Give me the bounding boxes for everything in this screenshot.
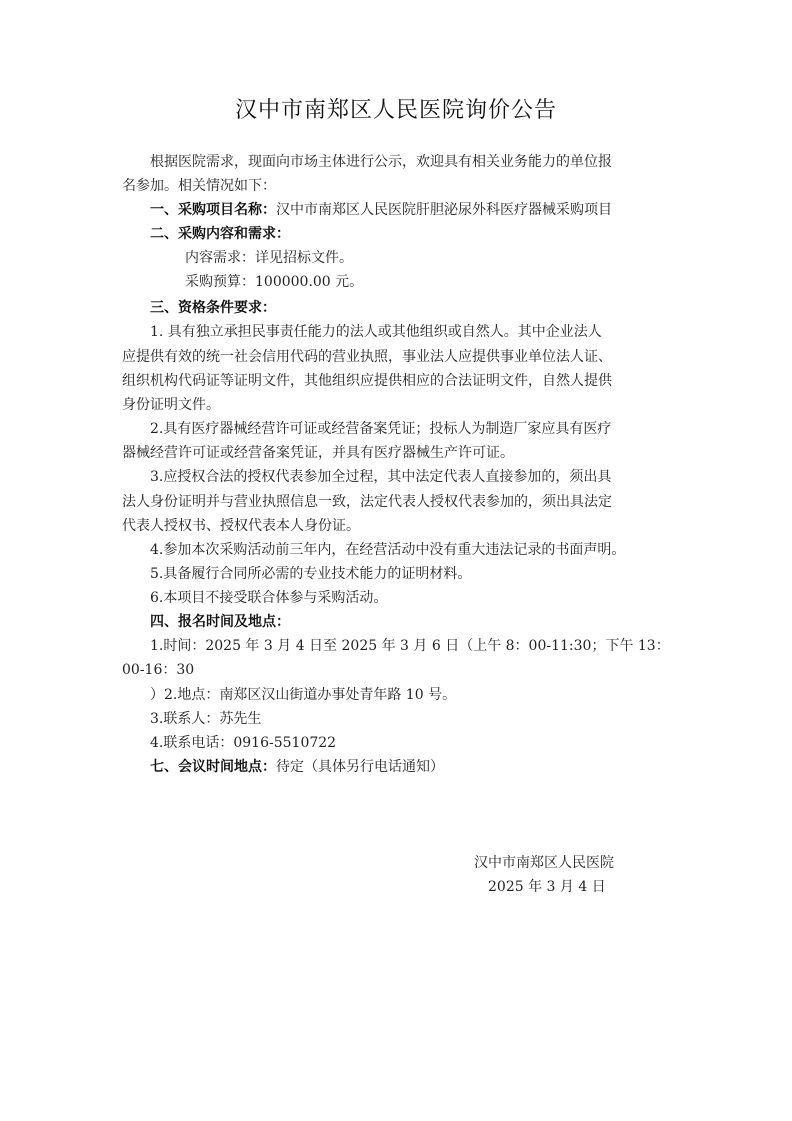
section-1 [150,200,612,220]
signature-org: 汉中市南郑区人民医院 [474,855,614,871]
section-7-text: 待定（具体另行电话通知） [276,759,444,775]
section-3-line: 1. 具有独立承担民事责任能力的法人或其他组织或自然人。其中企业法人 [150,324,602,340]
section-1-text: 汉中市南郑区人民医院肝胆泌尿外科医疗器械采购项目 [276,202,612,218]
section-2-line-1: 内容需求：详见招标文件。 [185,250,353,266]
section-4-line: 4.联系电话：0916-5510722 [150,735,337,751]
intro-line-1: 根据医院需求，现面向市场主体进行公示，欢迎具有相关业务能力的单位报 [150,154,612,170]
section-3-line: 2.具有医疗器械经营许可证或经营备案凭证；投标人为制造厂家应具有医疗 [150,421,612,437]
section-3-line: 法人身份证明并与营业执照信息一致，法定代表人授权代表参加的，须出具法定 [122,494,612,510]
section-3-line: 3.应授权合法的授权代表参加全过程，其中法定代表人直接参加的，须出具 [150,469,612,485]
section-2-line-2: 采购预算：100000.00 元。 [185,274,364,290]
section-3-line: 身份证明文件。 [122,397,220,413]
section-3-line: 代表人授权书、授权代表本人身份证。 [122,518,360,534]
section-4-line: ）2.地点：南郑区汉山街道办事处青年路 10 号。 [150,687,457,703]
page-title: 汉中市南郑区人民医院询价公告 [234,98,557,123]
section-4-heading: 四、报名时间及地点： [150,614,290,630]
signature-date: 2025 年 3 月 4 日 [488,879,606,895]
section-3-line: 组织机构代码证等证明文件，其他组织应提供相应的合法证明文件，自然人提供 [122,373,612,389]
section-3-line: 应提供有效的统一社会信用代码的营业执照，事业法人应提供事业单位法人证、 [122,349,612,365]
section-3-line: 5.具备履行合同所必需的专业技术能力的证明材料。 [150,566,472,582]
section-2-heading: 二、采购内容和需求： [150,226,290,242]
section-3-line: 4.参加本次采购活动前三年内，在经营活动中没有重大违法记录的书面声明。 [150,542,626,558]
section-1-heading: 一、采购项目名称： [150,202,276,218]
section-3-heading: 三、资格条件要求： [150,300,276,316]
section-3-line: 器械经营许可证或经营备案凭证，并具有医疗器械生产许可证。 [122,445,514,461]
section-7 [150,757,444,777]
section-4-line: 1.时间：2025 年 3 月 4 日至 2025 年 3 月 6 日（上午 8：00-11:30；下午 13： [150,638,670,654]
section-4-line: 00-16：30 [122,662,195,678]
intro-line-2: 名参加。相关情况如下： [122,178,276,194]
section-7-heading: 七、会议时间地点： [150,759,276,775]
section-3-line: 6.本项目不接受联合体参与采购活动。 [150,590,388,606]
section-4-line: 3.联系人：苏先生 [150,711,262,727]
